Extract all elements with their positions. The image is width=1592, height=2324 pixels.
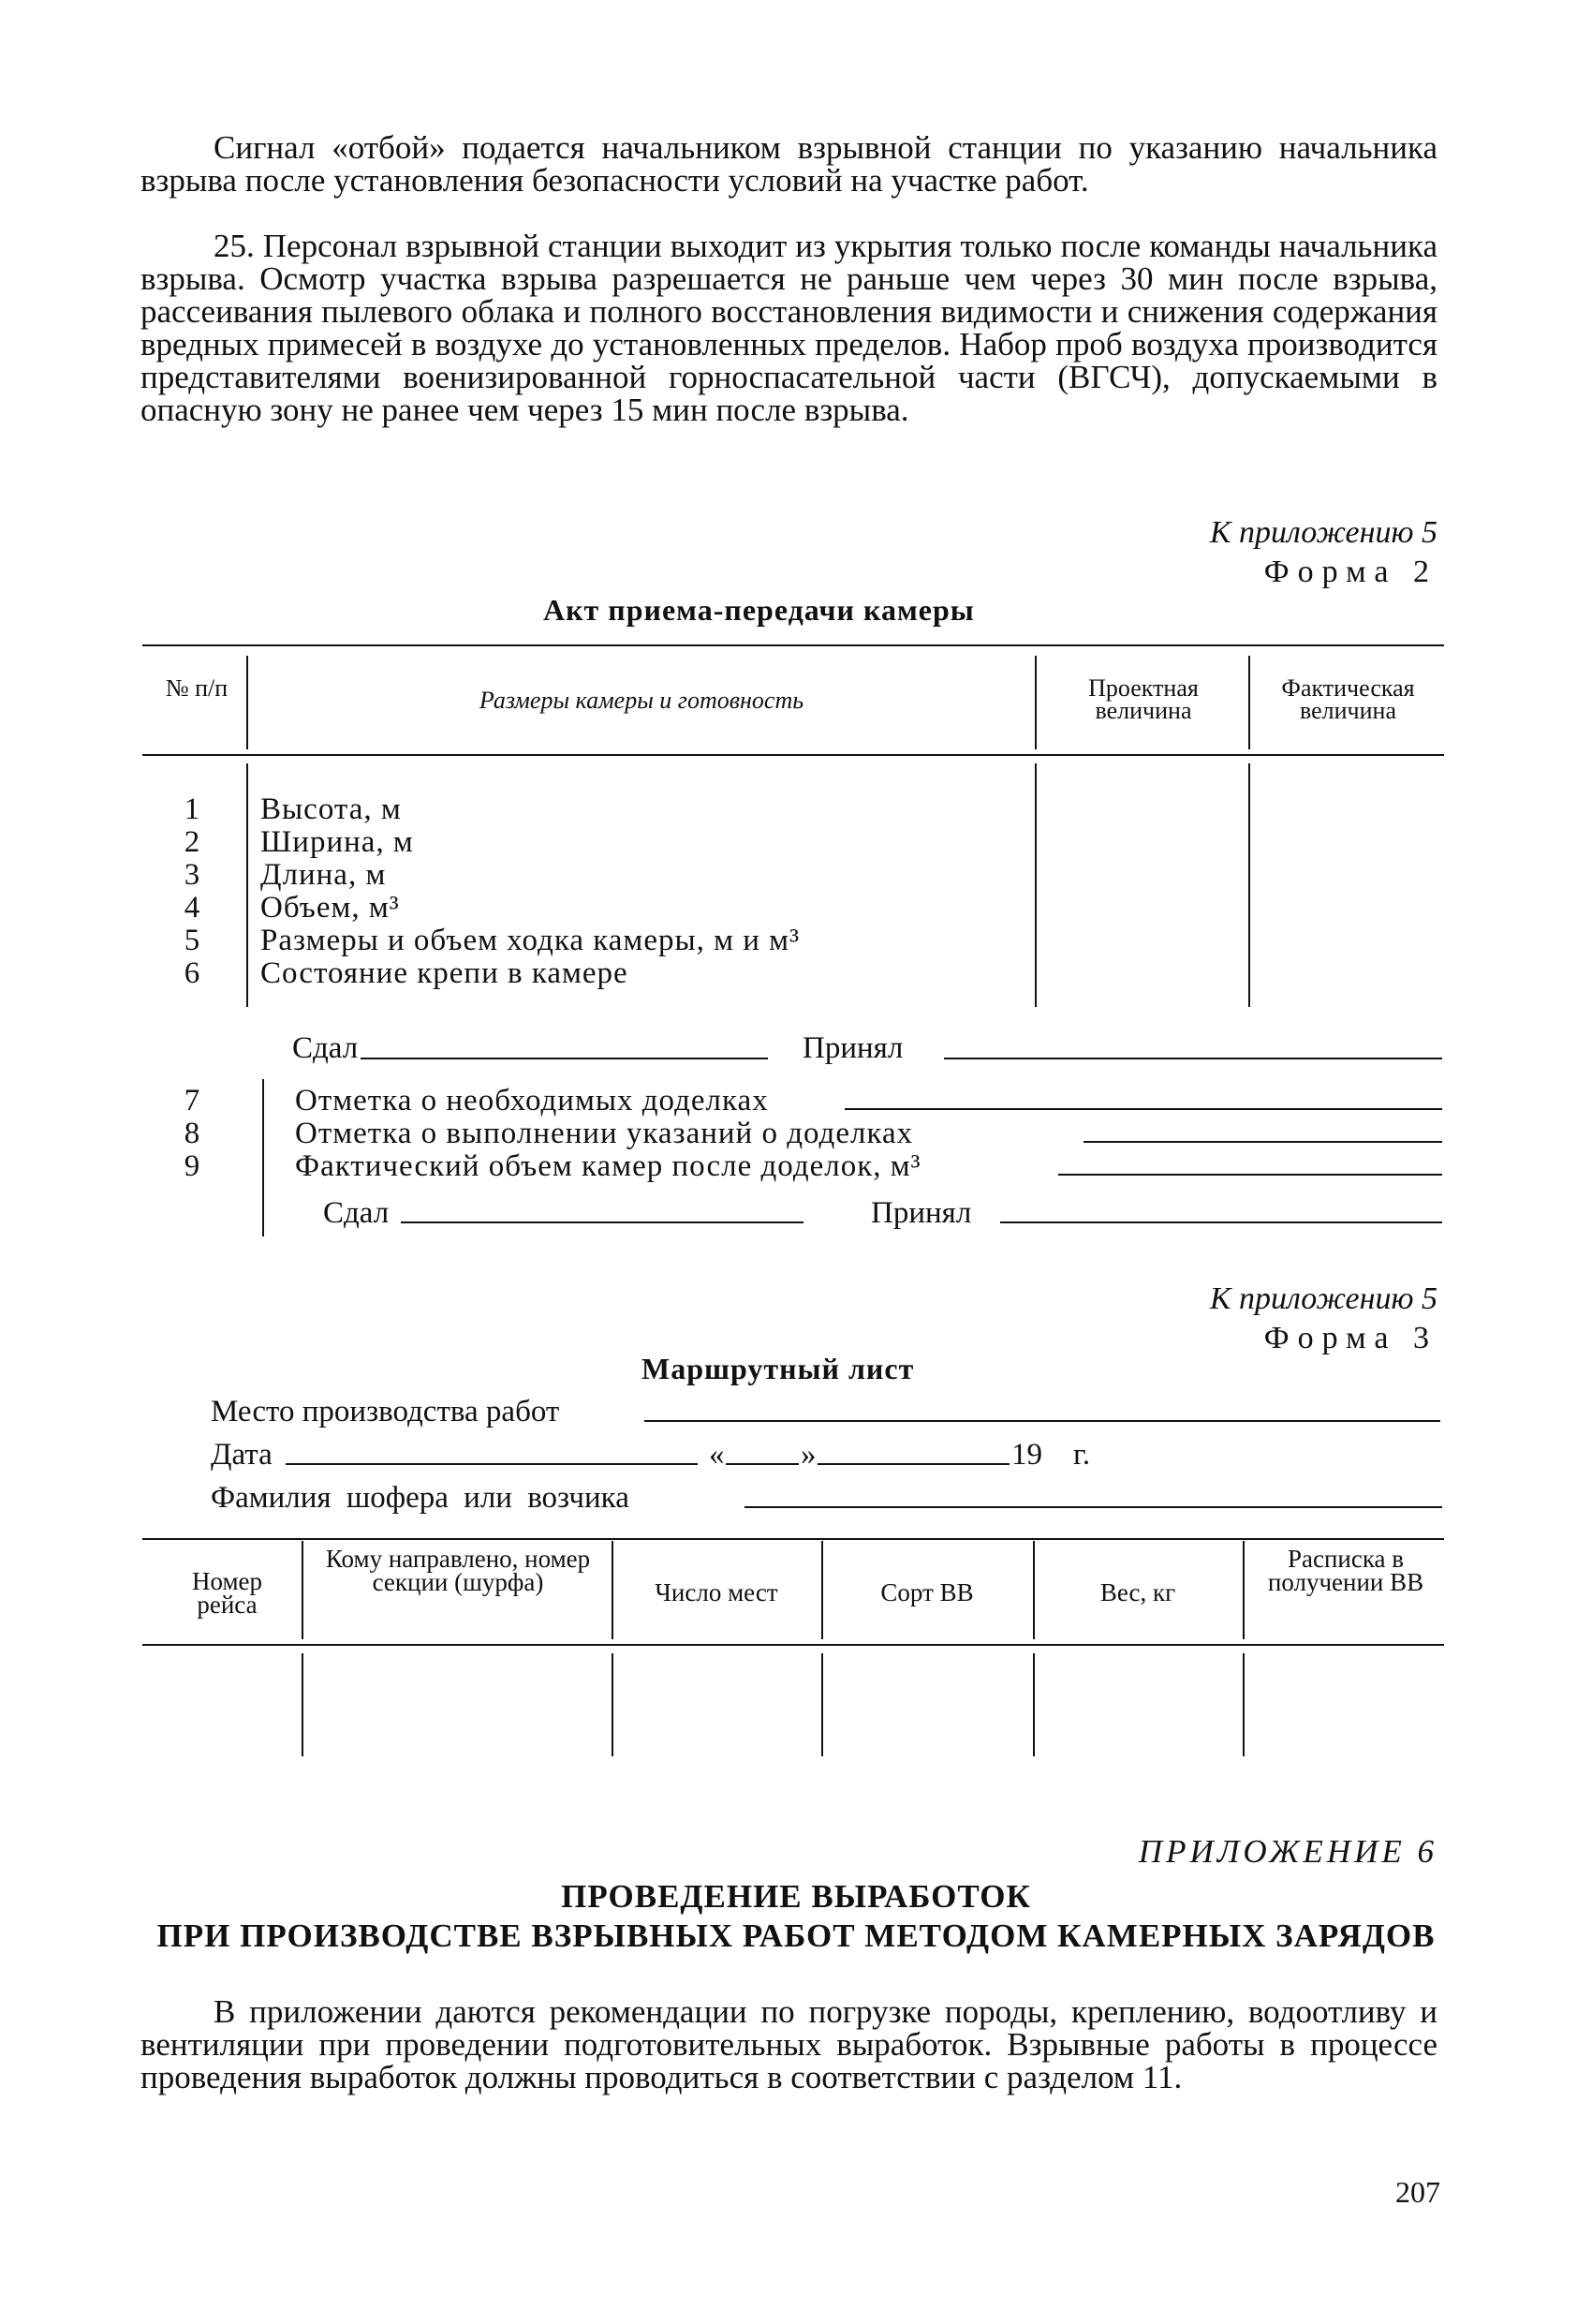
form2-col-divider-2: [1035, 656, 1037, 749]
form2-header-num: № п/п: [165, 674, 228, 702]
form3-col-divider-1: [302, 1541, 303, 1639]
form2-row-text: Объем, м³: [260, 891, 400, 925]
form2-row9-line: [1058, 1174, 1442, 1176]
form3-col-divider-4: [1033, 1541, 1035, 1639]
form2-table-top-rule: [142, 644, 1444, 646]
form2-accepted-signature-line: [944, 1058, 1442, 1059]
form2-row-text: Ширина, м: [260, 825, 414, 859]
form3-col-divider-5: [1243, 1541, 1245, 1639]
appendix6-title-line1: ПРОВЕДЕНИЕ ВЫРАБОТОК: [561, 1878, 1031, 1915]
form2-row-num: 5: [184, 924, 200, 957]
form2-row-text: Высота, м: [260, 792, 402, 826]
form2-row-num: 4: [184, 891, 200, 925]
form2-lower-divider: [262, 1079, 264, 1236]
form2-accepted-label-2: Принял: [871, 1196, 972, 1230]
form2-row-text: Размеры и объем ходка камеры, м и м³: [260, 924, 800, 957]
form2-row7-line: [845, 1108, 1442, 1110]
form2-row8-line: [1083, 1141, 1442, 1143]
form3-year-label: 19 г.: [1011, 1438, 1091, 1472]
form2-row-num: 8: [184, 1117, 200, 1150]
form3-table-top-rule: [142, 1538, 1444, 1540]
form2-row-num: 2: [184, 825, 200, 859]
form2-accepted-label: Принял: [803, 1031, 904, 1065]
form3-header-weight: Вес, кг: [1099, 1578, 1176, 1606]
form3-driver-line: [744, 1506, 1442, 1508]
form3-date-line: [286, 1463, 698, 1465]
appendix6-label: ПРИЛОЖЕНИЕ 6: [1138, 1833, 1437, 1870]
form2-row-num: 3: [184, 858, 200, 892]
form3-date-close-quote: »: [801, 1438, 817, 1472]
form3-header-explosive-grade: Сорт ВВ: [880, 1578, 974, 1606]
form3-driver-label: Фамилия шофера или возчика: [211, 1481, 629, 1515]
form2-handed-signature-line-2: [401, 1221, 803, 1223]
form2-row-text: Отметка о выполнении указаний о доделках: [295, 1117, 914, 1150]
form2-handed-signature-line: [361, 1058, 768, 1059]
form3-body-divider-4: [1033, 1653, 1035, 1756]
form3-col-divider-2: [612, 1541, 613, 1639]
form3-place-label: Место производства работ: [211, 1395, 560, 1428]
form2-col-divider-3: [1248, 656, 1250, 749]
form2-row-text: Длина, м: [260, 858, 387, 892]
form3-header-places: Число мест: [655, 1578, 778, 1606]
form2-table-header-rule: [142, 754, 1444, 756]
form3-header-destination: Кому направлено, номер секции (шурфа): [325, 1545, 591, 1596]
paragraph-25: 25. Персонал взрывной станции выходит из укрытия только после команды начальника взрыва. Осмотр участка взрыва разрешается не раньше чем через 30 мин после взрыва, рассеивания пылевого облака и полного восстановления видимости и снижения содержания вредных примесей в воздухе до установленных пределов. Набор проб воздуха производится представителями военизированной горноспасательной части (ВГСЧ), допускаемыми в опасную зону не ранее чем через 15 мин после взрыва.: [140, 228, 1437, 428]
form2-body-divider-2: [1035, 763, 1037, 1007]
paragraph-signal: Сигнал «отбой» подается начальником взрывной станции по указанию начальника взрыва после установления безопасности условий на участке работ.: [140, 129, 1437, 199]
form2-header-actual: Фактическая величина: [1281, 674, 1415, 724]
form2-body-divider-3: [1248, 763, 1250, 1007]
form2-handed-label: Сдал: [292, 1031, 359, 1065]
page-number: 207: [1395, 2175, 1440, 2209]
form2-row-text: Состояние крепи в камере: [260, 956, 628, 990]
form2-body-divider-1: [246, 763, 248, 1007]
form2-row-text: Фактический объем камер после доделок, м³: [295, 1149, 921, 1183]
form2-label: Форма 2: [1263, 555, 1437, 589]
form2-row-num: 7: [184, 1084, 200, 1118]
form3-label: Форма 3: [1263, 1321, 1437, 1355]
form3-header-trip-number: Номер рейса: [191, 1567, 263, 1619]
form3-body-divider-1: [302, 1653, 303, 1756]
form3-date-open-quote: «: [709, 1438, 725, 1472]
form3-col-divider-3: [821, 1541, 823, 1639]
form3-table-header-rule: [142, 1644, 1444, 1646]
appendix6-paragraph: В приложении даются рекомендации по погрузке породы, креплению, водоотливу и вентиляции при проведении подготовительных выработок. Взрывные работы в процессе проведения выработок должны проводиться в соответствии с разделом 11.: [140, 1993, 1437, 2095]
form3-month-line: [818, 1463, 1010, 1465]
form3-body-divider-5: [1243, 1653, 1245, 1756]
form2-handed-label-2: Сдал: [323, 1196, 390, 1230]
form2-row-text: Отметка о необходимых доделках: [295, 1084, 769, 1118]
form3-body-divider-2: [612, 1653, 613, 1756]
form3-header-receipt: Расписка в получении ВВ: [1267, 1545, 1424, 1596]
form3-appendix-ref: К приложению 5: [1209, 1281, 1437, 1316]
appendix6-title-line2: ПРИ ПРОИЗВОДСТВЕ ВЗРЫВНЫХ РАБОТ МЕТОДОМ КАМЕРНЫХ ЗАРЯДОВ: [156, 1917, 1436, 1954]
form2-header-desc: Размеры камеры и готовность: [479, 687, 804, 714]
form3-place-line: [644, 1420, 1440, 1422]
form2-row-num: 9: [184, 1149, 200, 1183]
form3-day-line: [726, 1463, 799, 1465]
form2-header-design: Проектная величина: [1088, 674, 1199, 724]
form2-title: Акт приема-передачи камеры: [543, 593, 975, 627]
form2-accepted-signature-line-2: [1000, 1221, 1442, 1223]
form3-title: Маршрутный лист: [641, 1352, 915, 1385]
form3-body-divider-3: [821, 1653, 823, 1756]
form3-date-label: Дата: [211, 1438, 273, 1472]
form2-appendix-ref: К приложению 5: [1209, 515, 1437, 550]
form2-row-num: 1: [184, 792, 200, 826]
form2-row-num: 6: [184, 956, 200, 990]
